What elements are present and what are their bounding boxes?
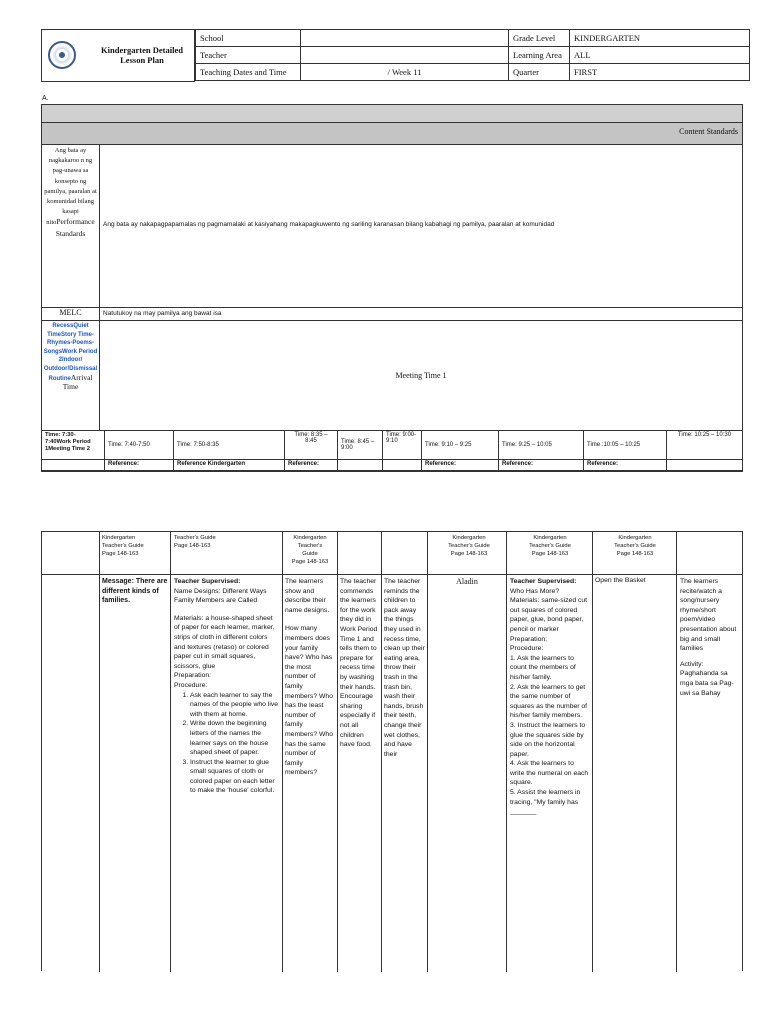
melc-label-cell — [42, 308, 100, 321]
arrival-label: Arrival Time — [62, 372, 93, 392]
melc-label: MELC — [59, 308, 82, 317]
col-div-9 — [676, 532, 677, 972]
ref-cell-6: Reference: — [422, 460, 499, 471]
wm-step-3: 3. Instruct the learners to glue the squares side by side on the horizontal paper. — [510, 721, 586, 758]
col-div-1 — [99, 532, 100, 972]
guide-4c: Page 148-163 — [450, 551, 488, 557]
area-label: Learning Area — [509, 47, 570, 64]
guide-1a: Kindergarten — [102, 535, 136, 541]
guide-3d: Page 148-163 — [291, 559, 329, 565]
col-div-4 — [337, 532, 338, 972]
wm-step-2: 2. Ask the learners to get the same number of squares as the number of his/her family members. — [510, 683, 588, 720]
standards-text: Ang bata ay nakapagpapamalas ng pagmamalaki at kasiyahang makapagkuwento ng sariling karanasan bilang kabahagi ng pamilya, paaralan at komunidad — [103, 221, 555, 228]
teacher-commends-text: The teacher commends the learners for the work they did in Work Period Time 1 and tells them to prepare for recess time by washing their hands. Encourage sharing especially if not all children have food. — [340, 578, 378, 749]
section-letter: A. — [42, 95, 49, 102]
aladin-text: Aladin — [456, 577, 478, 586]
title-line-1: Kindergarten Detailed — [101, 45, 183, 55]
title-line-2: Lesson Plan — [120, 55, 164, 65]
header-logo-cell — [41, 29, 195, 82]
col-div-6 — [427, 532, 428, 972]
guide-6b: Teacher's Guide — [614, 543, 656, 549]
schedule-blue-text: RecessQuiet TimeStory Time-Rhymes-Poems-SongsWork Period 2Indoor/ Outdoor/Dismissal Routine — [43, 323, 98, 382]
recite-text: The learners recite/watch a song/nursery rhyme/short poem/video presentation about big and small families — [680, 578, 737, 653]
step-3: 3. Instruct the learner to glue small squares of cloth or colored paper on each letter to make the 'house' colorful. — [190, 758, 280, 796]
teacher-label: Teacher — [196, 47, 301, 64]
content-standards-header — [42, 123, 742, 145]
col-div-3 — [282, 532, 283, 972]
col-div-5 — [381, 532, 382, 972]
wm-step-1: 1. Ask the learners to count the members of his/her family. — [510, 654, 576, 681]
guide-5c: Page 148-163 — [531, 551, 569, 557]
supervised-title: Teacher Supervised: — [174, 578, 241, 585]
wm-step-5: 5. Assist the learners in tracing, "My family has _______ — [510, 789, 581, 816]
schedule-left-cell — [42, 321, 100, 431]
page1-table — [41, 104, 743, 472]
guide-6a: Kindergarten — [618, 535, 652, 541]
ref-cell-4 — [338, 460, 383, 471]
guide-4b: Teacher's Guide — [448, 543, 490, 549]
col-div-8 — [592, 532, 593, 972]
preparation-label: Preparation: — [174, 672, 212, 680]
supervised-cell — [174, 577, 280, 796]
area-value: ALL — [570, 47, 750, 64]
guide-cell-6 — [595, 534, 675, 558]
col-div-7 — [506, 532, 507, 972]
standards-left-cell — [42, 145, 100, 308]
time-cell-3: Time: 8:35 – 8:45 — [285, 431, 338, 460]
learners-show-text: The learners show and describe their name designs. — [285, 578, 330, 614]
guide-cell-4 — [432, 534, 506, 558]
who-has-more-title: Teacher Supervised: — [510, 578, 577, 585]
message-text: Message: There are different kinds of families. — [102, 578, 168, 604]
questions-text: How many members does your family have? Who has the most number of family members? Who has the least number of family members? Who has the same number of family members? — [285, 625, 333, 777]
quarter-value: FIRST — [570, 64, 750, 81]
guide-5a: Kindergarten — [533, 535, 567, 541]
guide-6c: Page 148-163 — [616, 551, 654, 557]
grade-label: Grade Level — [509, 30, 570, 47]
melc-text: Natutukoy na may pamilya ang bawat isa — [103, 310, 222, 317]
teacher-commends-cell — [340, 577, 380, 750]
page2-table — [41, 531, 743, 971]
quarter-label: Quarter — [509, 64, 570, 81]
guide-3a: Kindergarten — [293, 535, 327, 541]
guide-3b: Teacher's — [297, 543, 323, 549]
guide-cell-1 — [102, 534, 170, 558]
procedure-steps — [174, 691, 280, 797]
dates-label: Teaching Dates and Time — [196, 64, 301, 81]
message-cell — [102, 577, 168, 606]
standards-text-cell — [100, 145, 742, 308]
content-standards-label: Content Standards — [679, 127, 738, 136]
time-cell-2: Time: 7:50-8:35 — [174, 431, 285, 460]
time-cell-5: Time: 9:00-9:10 — [383, 431, 422, 460]
guide-2b: Page 148-163 — [174, 543, 211, 549]
ref-cell-8: Reference: — [584, 460, 667, 471]
procedure-label: Procedure: — [174, 681, 208, 689]
ref-cell-1: Reference: — [105, 460, 174, 471]
who-has-more-sub: Who Has More? — [510, 587, 560, 595]
wm-step-4: 4. Ask the learners to write the numeral on each square. — [510, 760, 589, 787]
header-table — [195, 29, 750, 81]
time-cell-4: Time: 8:45 – 9:00 — [338, 431, 383, 460]
guide-cell-3 — [284, 534, 336, 566]
ref-cell-3: Reference: — [285, 460, 338, 471]
aladin-cell — [428, 577, 506, 586]
wm-materials: Materials: same-sized cut out squares of colored paper, glue, bond paper, pencil or marker — [510, 597, 588, 633]
materials-text: Materials: a house-shaped sheet of paper for each learner, marker, strips of cloth in different colors and textures (retaso) or colored paper cut in small squares, scissors, glue — [174, 614, 275, 670]
time-cell-8: Time :10:05 – 10:25 — [584, 431, 667, 460]
school-value[interactable] — [301, 30, 509, 47]
guide-cell-5 — [510, 534, 590, 558]
deped-seal-icon — [48, 41, 76, 69]
time-table — [41, 430, 743, 471]
teacher-reminds-text: The teacher reminds the children to pack away the things they used in recess time, clean up their eating area, throw their trash in the trash bin, wash their hands, brush their teeth, change their wet clothes, and have their — [384, 578, 425, 758]
performance-label: Performance Standards — [55, 217, 95, 238]
col-div-2 — [170, 532, 171, 972]
melc-text-cell — [100, 308, 742, 321]
teacher-value[interactable] — [301, 47, 509, 64]
school-label: School — [196, 30, 301, 47]
guide-3c: Guide — [302, 551, 318, 557]
step-2: 2. Write down the beginning letters of the names the learner says on the house shaped sheet of paper. — [190, 719, 280, 757]
ref-cell-7: Reference: — [499, 460, 584, 471]
teacher-reminds-cell — [384, 577, 426, 759]
guide-5b: Teacher's Guide — [529, 543, 571, 549]
open-basket-text: Open the Basket — [595, 577, 646, 584]
ref-cell-2: Reference Kindergarten — [174, 460, 285, 471]
activity-label: Activity: — [680, 660, 704, 668]
wm-prep: Preparation: — [510, 635, 548, 643]
guide-4a: Kindergarten — [452, 535, 486, 541]
time-cell-1: Time: 7:40-7:50 — [105, 431, 174, 460]
standards-left-text: Ang bata ay nagkakaroo n ng pag-unawa sa konsepto ng pamilya, paaralan at komunidad bilang kasapi nito — [44, 147, 97, 227]
guide-1b: Teacher's Guide — [102, 543, 144, 549]
guide-2a: Teacher's Guide — [174, 535, 216, 541]
grade-value: KINDERGARTEN — [570, 30, 750, 47]
time-cell-9: Time: 10:25 – 10:30 — [667, 431, 743, 460]
step-1: 1. Ask each learner to say the names of the people who live with them at home. — [190, 691, 280, 720]
ref-cell-0 — [42, 460, 105, 471]
meeting-time-cell — [100, 321, 742, 431]
gray-band — [42, 105, 742, 123]
open-basket-cell — [595, 577, 675, 584]
activity-text: Paghahanda sa mga bata sa Pag-uwi sa Bahay — [680, 670, 734, 697]
recite-cell — [680, 577, 742, 698]
time-cell-6: Time: 9:10 – 9:25 — [422, 431, 499, 460]
lesson-plan-title — [90, 45, 194, 65]
row-div-1 — [42, 574, 742, 575]
who-has-more-cell — [510, 577, 590, 817]
time-cell-0: Time: 7:30-7:40Work Period 1Meeting Time 2 — [42, 431, 105, 460]
ref-cell-5 — [383, 460, 422, 471]
wm-proc: Procedure: — [510, 645, 544, 653]
meeting-time-label: Meeting Time 1 — [395, 371, 447, 380]
guide-cell-2 — [174, 534, 274, 550]
week-value: / Week 11 — [301, 64, 509, 81]
time-cell-7: Time: 9:25 – 10:05 — [499, 431, 584, 460]
ref-cell-9 — [667, 460, 743, 471]
guide-1c: Page 148-163 — [102, 551, 139, 557]
supervised-sub: Name Designs: Different Ways Family Members are Called — [174, 587, 267, 605]
learners-show-cell — [285, 577, 335, 778]
